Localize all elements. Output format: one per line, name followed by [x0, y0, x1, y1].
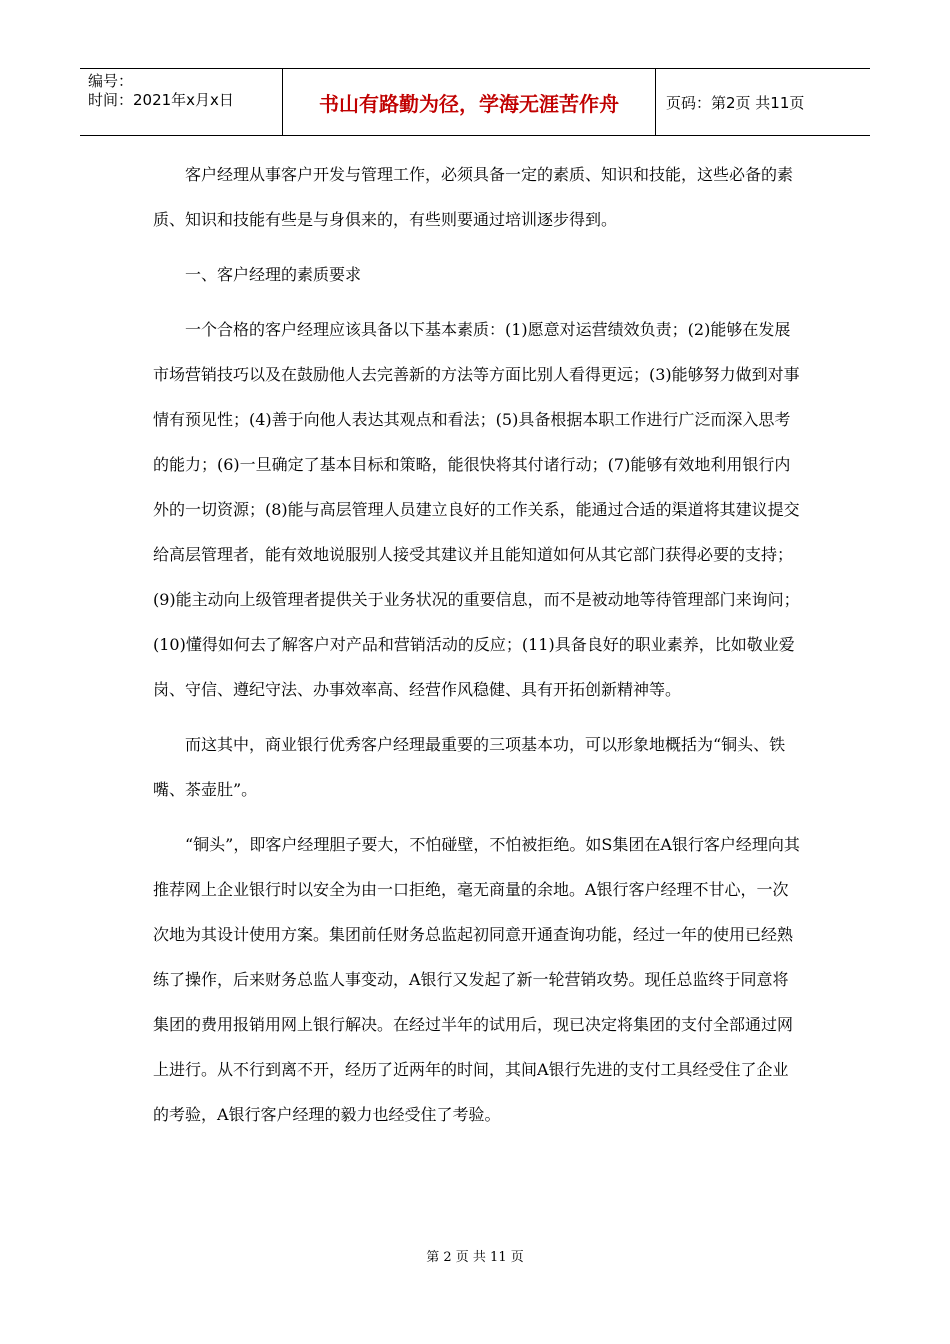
page-footer: 第 2 页 共 11 页: [426, 1250, 524, 1265]
header-motto-cell: [282, 69, 656, 135]
paragraph-qualities: 一个合格的客户经理应该具备以下基本素质：(1)愿意对运营绩效负责；(2)能够在发展市场营销技巧以及在鼓励他人去完善新的方法等方面比别人看得更远；(3)能够努力做到对事情有预见性；(4)善于向他人表达其观点和看法；(5)具备根据本职工作进行广泛而深入思考的能力；(6)一旦确定了基本目标和策略，能很快将其付诸行动；(7)能够有效地利用银行内外的一切资源；(8)能与高层管理人员建立良好的工作关系，能通过合适的渠道将其建议提交给高层管理者，能有效地说服别人接受其建议并且能知道如何从其它部门获得必要的支持；(9)能主动向上级管理者提供关于业务状况的重要信息，而不是被动地等待管理部门来询问；(10)懂得如何去了解客户对产品和营销活动的反应；(11)具备良好的职业素养，比如敬业爱岗、守信、遵纪守法、办事效率高、经营作风稳健、具有开拓创新精神等。: [153, 320, 800, 699]
paragraph-intro: 客户经理从事客户开发与管理工作，必须具备一定的素质、知识和技能，这些必备的素质、知识和技能有些是与身俱来的，有些则要通过培训逐步得到。: [153, 165, 794, 229]
header-page-info: 页码：第2页 共11页: [666, 93, 805, 112]
section-heading: 一、客户经理的素质要求: [185, 265, 362, 284]
document-date: 时间：2021年x月x日: [88, 91, 234, 109]
header-motto: 书山有路勤为径，学海无涯苦作舟: [319, 91, 619, 116]
document-body: [153, 152, 803, 1137]
header-meta-cell: [80, 69, 282, 135]
document-number-label: 编号：: [88, 72, 134, 90]
header-page-cell: [656, 69, 870, 135]
paragraph-copper-head: “铜头”，即客户经理胆子要大，不怕碰壁，不怕被拒绝。如S集团在A银行客户经理向其推荐网上企业银行时以安全为由一口拒绝，毫无商量的余地。A银行客户经理不甘心，一次次地为其设计使用方案。集团前任财务总监起初同意开通查询功能，经过一年的使用已经熟练了操作，后来财务总监人事变动，A银行又发起了新一轮营销攻势。现任总监终于同意将集团的费用报销用网上银行解决。在经过半年的试用后，现已决定将集团的支付全部通过网上进行。从不行到离不开，经历了近两年的时间，其间A银行先进的支付工具经受住了企业的考验，A银行客户经理的毅力也经受住了考验。: [153, 835, 800, 1124]
paragraph-three-skills: 而这其中，商业银行优秀客户经理最重要的三项基本功，可以形象地概括为“铜头、铁嘴、茶壶肚”。: [153, 735, 786, 799]
header-table: [80, 68, 870, 136]
